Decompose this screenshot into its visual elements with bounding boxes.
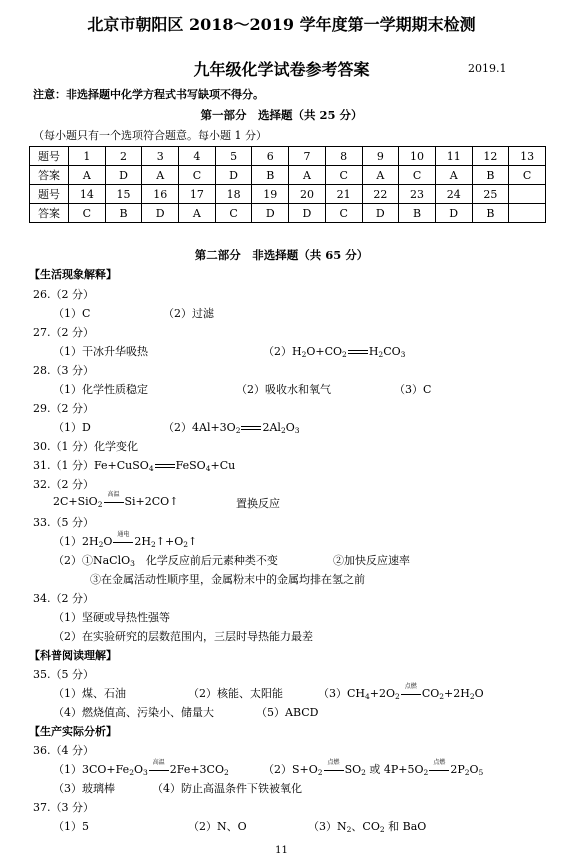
table-cell: D (215, 166, 252, 185)
table-cell: 25 (472, 185, 509, 204)
table-cell: 1 (69, 147, 106, 166)
table-cell: 7 (289, 147, 326, 166)
table-cell: A (289, 166, 326, 185)
question-heading: 37.（3 分） (33, 801, 94, 814)
question-heading: 27.（2 分） (33, 326, 94, 339)
chemical-equation: $(2)S+O_2$ 点燃 $SO_2$ 或 $4P+5O_2$ 点燃 $2P_2O_5$ (263, 759, 484, 777)
table-cell: 3 (142, 147, 179, 166)
table-cell: 21 (325, 185, 362, 204)
answer-text: ②加快反应速率 (333, 554, 410, 567)
reaction-condition: 点燃 (428, 765, 450, 775)
answer-text: （1）5 (53, 820, 89, 833)
row-label: 题号 (30, 185, 69, 204)
table-cell: C (325, 204, 362, 223)
table-cell: 12 (472, 147, 509, 166)
answer-text: （5）ABCD (256, 706, 319, 719)
answer-text: （2）过滤 (163, 307, 214, 320)
table-cell: 11 (435, 147, 472, 166)
answer-text: （2）①NaClO$_3$ 化学反应前后元素种类不变 (53, 554, 278, 568)
answer-text: 30.（1 分）化学变化 (33, 440, 138, 453)
answer-text: $(3)N_2$、$CO_2$ 和 BaO (308, 820, 427, 834)
table-cell: 22 (362, 185, 399, 204)
table-cell: B (399, 204, 436, 223)
table-cell: D (289, 204, 326, 223)
page-number: 11 (275, 845, 288, 856)
table-cell: A (69, 166, 106, 185)
table-cell: 19 (252, 185, 289, 204)
grading-note: 注意：非选择题中化学方程式书写缺项不得分。 (33, 88, 264, 101)
reaction-condition: 点燃 (400, 689, 422, 699)
answer-text: （2）N、O (188, 820, 247, 833)
answer-text: （1）D (53, 421, 91, 434)
answer-text: （2）在实验研究的层数范围内，三层时导热能力最差 (53, 630, 313, 643)
table-cell: B (105, 204, 142, 223)
chemical-equation: 31.（1 分）Fe+CuSO$_4$ FeSO$_4$+Cu (33, 459, 236, 473)
table-cell: 23 (399, 185, 436, 204)
answer-text: （1）煤、石油 (53, 687, 126, 700)
table-cell: 8 (325, 147, 362, 166)
table-cell: A (362, 166, 399, 185)
part2-title: 第二部分 非选择题（共 65 分） (194, 248, 369, 262)
table-cell: 17 (179, 185, 216, 204)
exam-date: 2019.1 (468, 62, 507, 75)
reaction-condition: 高温 (103, 497, 125, 507)
chemical-equation: $(1)3CO+Fe_2O_3$ 高温 $2Fe+3CO_2$ (53, 759, 229, 777)
table-cell: A (179, 204, 216, 223)
table-cell: C (179, 166, 216, 185)
chemical-equation: $(1)2H_2O$ 通电 $2H_2↑+O_2↑$ (53, 531, 198, 549)
table-row (30, 204, 546, 223)
table-cell: D (105, 166, 142, 185)
section-heading: 【科普阅读理解】 (29, 649, 117, 662)
chemical-equation: 2C+SiO$_2$ 高温 Si+2CO↑ (53, 491, 179, 509)
part1-title: 第一部分 选择题（共 25 分） (200, 108, 363, 122)
answer-text: （4）燃烧值高、污染小、储量大 (53, 706, 214, 719)
answer-text: （1）干冰升华吸热 (53, 345, 148, 358)
table-cell: 24 (435, 185, 472, 204)
question-heading: 33.（5 分） (33, 516, 94, 529)
reaction-condition: 点燃 (323, 765, 345, 775)
question-heading: 29.（2 分） (33, 402, 94, 415)
question-heading: 34.（2 分） (33, 592, 94, 605)
table-cell: B (472, 166, 509, 185)
table-cell: D (362, 204, 399, 223)
page-title: 北京市朝阳区 2018～2019 学年度第一学期期末检测 (87, 15, 476, 34)
answer-text: （3）玻璃棒 (53, 782, 115, 795)
answer-table (29, 146, 546, 223)
equals-sign (240, 423, 262, 433)
table-cell: C (325, 166, 362, 185)
row-label: 答案 (30, 204, 69, 223)
table-cell: 20 (289, 185, 326, 204)
answer-text: （3）C (394, 383, 432, 396)
table-row (30, 166, 546, 185)
table-cell: A (435, 166, 472, 185)
table-cell: B (472, 204, 509, 223)
question-heading: 32.（2 分） (33, 478, 94, 491)
chemical-equation: $(2)4Al+3O_2$ $2Al_2O_3$ (163, 421, 300, 435)
answer-text: ③在金属活动性顺序里，金属粉末中的金属均排在氢之前 (90, 573, 365, 586)
reaction-condition: 通电 (112, 537, 134, 547)
table-row (30, 185, 546, 204)
equals-sign (347, 347, 369, 357)
equals-sign (154, 461, 176, 471)
question-heading: 36.（4 分） (33, 744, 94, 757)
table-row (30, 147, 546, 166)
section-heading: 【生活现象解释】 (29, 268, 117, 281)
chemical-equation: $(3)CH_4+2O_2$ 点燃 $CO_2+2H_2O$ (318, 683, 484, 701)
question-heading: 26.（2 分） (33, 288, 94, 301)
table-cell: 2 (105, 147, 142, 166)
table-cell: 9 (362, 147, 399, 166)
answer-text: （4）防止高温条件下铁被氧化 (152, 782, 302, 795)
table-cell: 5 (215, 147, 252, 166)
table-cell: D (435, 204, 472, 223)
table-cell: C (509, 166, 546, 185)
table-cell: 18 (215, 185, 252, 204)
table-cell (509, 204, 546, 223)
table-cell: 15 (105, 185, 142, 204)
table-cell: 13 (509, 147, 546, 166)
row-label: 答案 (30, 166, 69, 185)
answer-text: 置换反应 (236, 497, 280, 510)
part1-note: （每小题只有一个选项符合题意。每小题 1 分） (33, 129, 267, 142)
table-cell: B (252, 166, 289, 185)
table-cell: C (69, 204, 106, 223)
table-cell: D (252, 204, 289, 223)
table-cell: 14 (69, 185, 106, 204)
answer-text: （1）坚硬或导热性强等 (53, 611, 170, 624)
row-label: 题号 (30, 147, 69, 166)
question-heading: 35.（5 分） (33, 668, 94, 681)
answer-text: （2）核能、太阳能 (188, 687, 283, 700)
page-subtitle: 九年级化学试卷参考答案 (193, 60, 370, 79)
table-cell: 6 (252, 147, 289, 166)
table-cell: C (399, 166, 436, 185)
table-cell: C (215, 204, 252, 223)
reaction-condition: 高温 (148, 765, 170, 775)
answer-text: （1）化学性质稳定 (53, 383, 148, 396)
table-cell: 16 (142, 185, 179, 204)
answer-text: （1）C (53, 307, 91, 320)
chemical-equation: $(2)H_2O+CO_2$ $H_2CO_3$ (263, 345, 406, 359)
table-cell: 4 (179, 147, 216, 166)
table-cell: 10 (399, 147, 436, 166)
question-heading: 28.（3 分） (33, 364, 94, 377)
section-heading: 【生产实际分析】 (29, 725, 117, 738)
table-cell: A (142, 166, 179, 185)
table-cell (509, 185, 546, 204)
table-cell: D (142, 204, 179, 223)
answer-text: （2）吸收水和氧气 (236, 383, 331, 396)
